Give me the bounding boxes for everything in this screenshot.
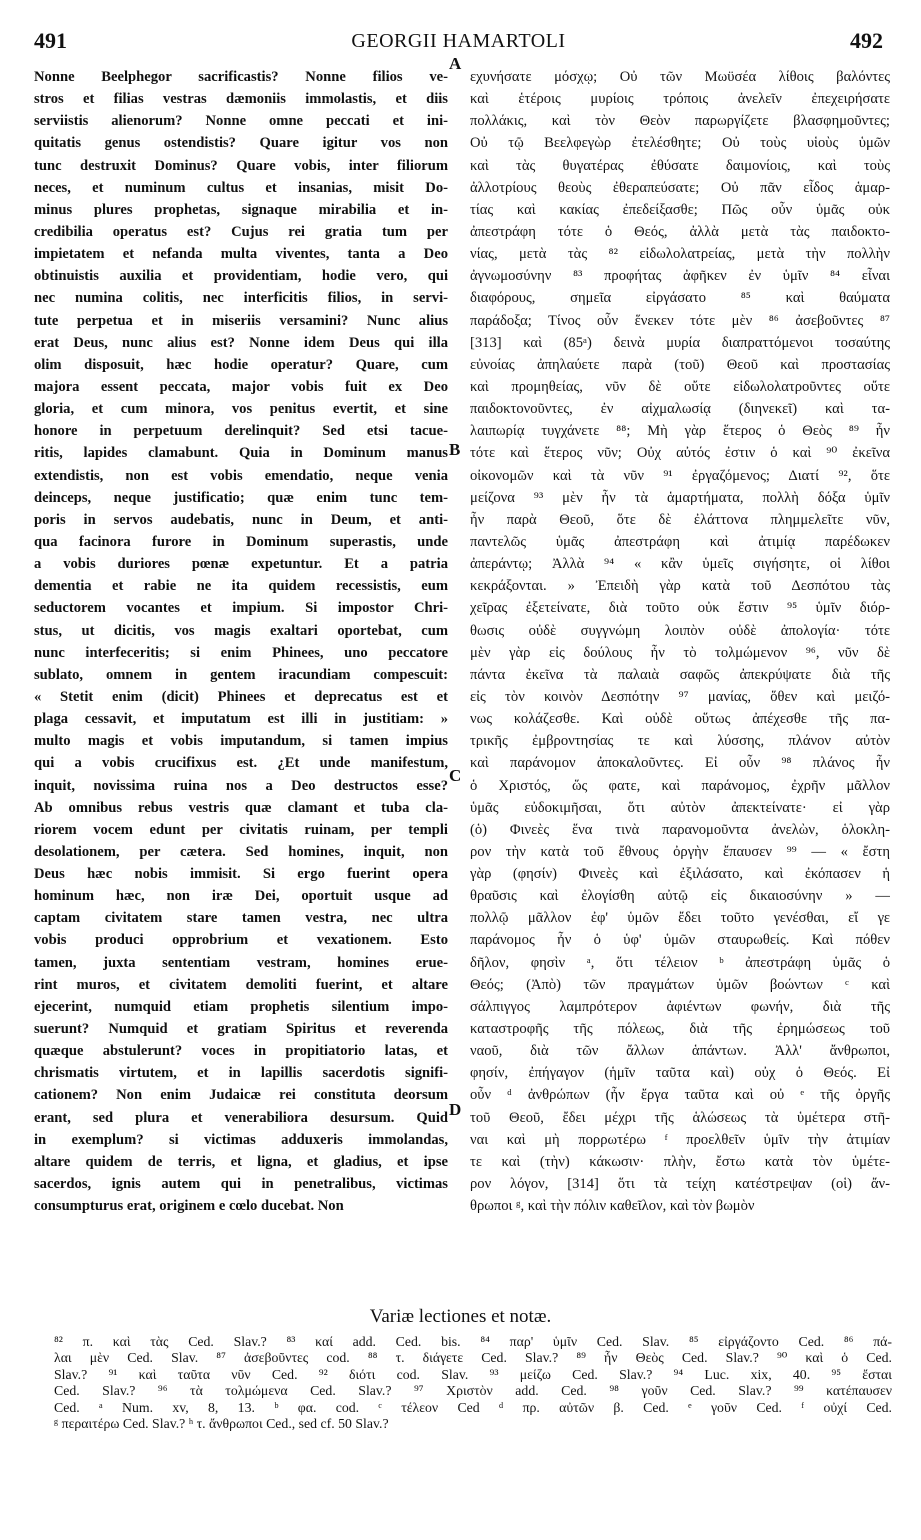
greek-text-line: (ὁ) Φινεὲς ἕνα τινὰ παρανομοῦντα ἀνελὼν, ὁλοκλη- — [470, 821, 890, 838]
greek-text-line: μείζονα ⁹³ μὲν ἦν τὰ ἁμαρτήματα, πολλὴ δόξα ὑμῖν — [470, 489, 890, 506]
latin-text-line: nec numina colitis, nec interficitis filios, in servi- — [34, 290, 448, 307]
latin-text-line: Deus hæc nobis immisit. Si ergo fuerint opera — [34, 866, 448, 883]
latin-text-line: tunc destruxit Dominus? Quare vobis, inter filiorum — [34, 157, 448, 174]
greek-text-line: οἰκονομῶν καὶ τὰ νῦν ⁹¹ ἐργαζόμενος; Διατί ⁹², ὅτε — [470, 467, 890, 484]
latin-text-line: captam civitatem stare tamen vestra, nec ultra — [34, 910, 448, 927]
latin-text-line: plaga cessavit, et imputatum est illi in justitiam: » — [34, 711, 448, 728]
greek-text-line: ναι καὶ μὴ πορρωτέρω ᶠ προελθεῖν ὑμῖν τὴν ἀτιμίαν — [470, 1131, 890, 1148]
latin-text-line: ejecerint, numquid etiam prophetis silentium impo- — [34, 998, 448, 1015]
greek-text-line: Θεός; (Ἀπὸ) τῶν πραγμάτων ὑμῶν βοώντων ᶜ καὶ — [470, 976, 890, 993]
greek-text-line: νως κολάζεσθε. Καὶ οὐδὲ οὕτως ἀπέχεσθε τῆς πα- — [470, 711, 890, 728]
greek-text-line: εἰς τὸν κοινὸν Δεσπότην ⁹⁷ μανίας, ὅθεν καὶ μειζό- — [470, 688, 890, 705]
latin-text-line: chrismatis virtutem, et in lapillis sacerdotis signifi- — [34, 1065, 448, 1082]
column-marker-a: A — [449, 54, 462, 73]
latin-text-line: nunc interfeceritis; si enim Phinees, uno peccatore — [34, 644, 448, 661]
latin-text-line: sacerdos, ignis autem qui in penetralibus, victimas — [34, 1176, 448, 1193]
greek-text-line: εὐνοίας ἀπηλαύετε παρὰ (τοῦ) Θεοῦ καὶ προστασίας — [470, 356, 890, 373]
note-line: Ced. Slav.? ⁹⁶ τὰ τολμώμενα Ced. Slav.? ⁹⁷ Χριστὸν add. Ced. ⁹⁸ γοῦν Ced. Slav.? ⁹⁹ κατέπαυσεν — [54, 1383, 892, 1399]
greek-text-line: τρικῆς ἐμβροντησίας τε καὶ λύσσης, πλάνον αὐτὸν — [470, 733, 890, 750]
column-marker-d: D — [449, 1100, 462, 1119]
latin-text-line: serviistis alienorum? Nonne omne peccati et ini- — [34, 113, 448, 130]
latin-text-line: in exemplum? si victimas adduxeris immolandas, — [34, 1131, 448, 1148]
latin-text-line: a vobis duriores pœnæ expetuntur. Et a patria — [34, 556, 448, 573]
greek-text-line: ἀγνωμοσύνην ⁸³ προφήτας ἀφῆκεν ἐν ὑμῖν ⁸⁴ εἶναι — [470, 268, 890, 285]
notes-title: Variæ lectiones et notæ. — [369, 1306, 552, 1327]
greek-text-line: τίας καὶ κακίας ἐπεδείξασθε; Πῶς οὖν ὑμᾶς οὐκ — [470, 201, 890, 218]
latin-text-line: neces, et numinum cultus et insanias, misit Do- — [34, 179, 448, 196]
greek-text-line: σάλπιγγος λαμπρότερον ἀφιέντων φωνήν, διὰ τῆς — [470, 998, 890, 1015]
greek-text-line: τότε καὶ ἕτερος νῦν; Οὐχ αὐτός ἐστιν ὁ καὶ ⁹⁰ ἐκεῖνα — [470, 445, 890, 462]
note-line: λαι μὲν Ced. Slav. ⁸⁷ ἀσεβοῦντες cod. ⁸⁸ τ. διάγετε Ced. Slav.? ⁸⁹ ἦν Θεὸς Ced. Slav.? ⁹⁰ καὶ ὁ Ced. — [54, 1350, 892, 1366]
latin-text-line: rint muros, et civitatem demoliti fuerint, et altare — [34, 976, 448, 993]
greek-text-line: νίας, μετὰ τὰς ⁸² εἰδωλολατρείας, μετὰ τὴν πολλὴν — [470, 246, 890, 263]
latin-text-line: vobis produci opprobrium et vexationem. Esto — [34, 932, 448, 949]
greek-text-line: δῆλον, φησὶν ᵃ, ὅτι τέλειον ᵇ ἀπεστράφη ὑμᾶς ὁ — [470, 954, 890, 971]
note-line: ⁸² π. καὶ τὰς Ced. Slav.? ⁸³ καί add. Ced. bis. ⁸⁴ παρ' ὑμῖν Ced. Slav. ⁸⁵ εἰργάζοντο Ced. ⁸⁶ πά- — [54, 1334, 892, 1349]
greek-text-line: ἀπεράντῳ; Ἀλλὰ ⁹⁴ « κἂν ὑμεῖς σιγήσητε, οἱ λίθοι — [470, 556, 890, 573]
greek-text-line: ρον λόγον, [314] ὅτι τὰ τείχη κατέστρεψαν (οἱ) ἄν- — [470, 1176, 890, 1193]
latin-text-line: erat Deus, nunc alius est? Nonne idem Deus qui illa — [34, 334, 448, 351]
latin-text-line: ritis, lapides clamabunt. Quia in Dominum manus — [34, 445, 448, 462]
greek-text-line: ἀλλοτρίους θεοὺς ἐθεραπεύσατε; Οὐ πᾶν εἶδος ἁμαρ- — [470, 179, 890, 196]
greek-text-line: καὶ παράνομον ἀποκαλοῦντες. Εἰ οὖν ⁹⁸ πλάνος ἦν — [470, 755, 890, 772]
variant-notes — [54, 1334, 892, 1432]
latin-text-line: sublato, omnem in gentem iracundiam compescuit: — [34, 666, 448, 683]
greek-text-line: θραῦσις καὶ ἐλογίσθη αὐτῷ εἰς δικαιοσύνην » — — [470, 888, 890, 905]
latin-text-line: Ab omnibus rebus vestris quæ clamant et tuba cla- — [34, 799, 448, 816]
greek-text-line: μὲν γὰρ εἰς δούλους ἦν τὸ τολμώμενον ⁹⁶, νῦν δὲ — [470, 644, 890, 661]
greek-text-line: παράδοξα; Τίνος οὖν ἕνεκεν τότε μὲν ⁸⁶ ἀσεβοῦντες ⁸⁷ — [470, 312, 890, 329]
greek-text-line: εχυνήσατε μόσχῳ; Οὐ τῶν Μωϋσέα λίθοις βαλόντες — [470, 69, 890, 85]
page-number-right: 492 — [850, 28, 883, 53]
latin-column — [34, 66, 448, 1217]
greek-text-line: τοῦ Θεοῦ, ἔδει μέχρι τῆς ἁλώσεως τὰ ὑμέτερα στῆ- — [470, 1109, 890, 1126]
greek-text-line: καταστροφῆς τῆς πόλεως, διὰ τῆς ἐρημώσεως τοῦ — [470, 1021, 890, 1038]
latin-text-line: extendistis, non est vobis emendatio, neque venia — [34, 467, 448, 484]
latin-text-line: majora essent peccata, major vobis fuit ex Deo — [34, 378, 448, 395]
latin-text-line: inquit, novissima ruina nos a Deo destructos esse? — [34, 777, 448, 794]
greek-text-line: φησίν, ἐπήγαγον (ἡμῖν ταῦτα καὶ) οὐχ ὁ Θεός. Εἰ — [470, 1065, 890, 1082]
latin-text-line: desolationem, per cætera. Sed homines, inquit, non — [34, 843, 448, 860]
latin-text-line: qui a vobis crucifixus est. ¿Et unde manifestum, — [34, 755, 448, 772]
greek-column — [470, 66, 890, 1217]
latin-text-line: impietatem et nefanda multa viventes, tanta a Deo — [34, 246, 448, 263]
greek-text-line: παιδοκτονοῦντες, ἐν αἰχμαλωσίᾳ (διηνεκεῖ) καὶ τα- — [470, 401, 890, 418]
latin-text-line: consumpturus erat, originem e cœlo ducebat. Non — [34, 1198, 344, 1215]
latin-text-line: olim disposuit, hæc hodie operatur? Quare, cum — [34, 356, 448, 373]
greek-text-line: θρωποι ᵍ, καὶ τὴν πόλιν καθεῖλον, καὶ τὸν βωμὸν — [470, 1198, 755, 1215]
latin-text-line: multo magis et vobis imputandum, si tamen impius — [34, 733, 448, 750]
latin-text-line: dementia et rabie ne ita quidem recessistis, eum — [34, 578, 448, 595]
page-number-left: 491 — [34, 28, 67, 53]
latin-text-line: stus, ut dicitis, vos magis exaltari oportebat, cum — [34, 622, 448, 639]
latin-text-line: quitatis genus ostendistis? Quare igitur vos non — [34, 135, 448, 152]
greek-text-line: διαφόρους, σημεῖα εἰργάσατο ⁸⁵ καὶ θαύματα — [470, 290, 890, 307]
greek-text-line: πάντα ἐκεῖνα τὰ παλαιὰ σαφῶς ἀπεκρύψατε διὰ τῆς — [470, 666, 890, 683]
note-line: ᵍ περαιτέρω Ced. Slav.? ʰ τ. ἄνθρωποι Ced., sed cf. 50 Slav.? — [54, 1415, 389, 1431]
greek-text-line: χεῖρας ἐξετείνατε, διὰ τοῦτο οὐκ ἔστιν ⁹⁵ ὑμῖν διόρ- — [470, 600, 890, 617]
greek-text-line: [313] καὶ (85ᵃ) δεινὰ μυρία διαπραττόμενοι τοσαύτης — [470, 334, 890, 351]
running-title: GEORGII HAMARTOLI — [351, 30, 566, 52]
greek-text-line: παντελῶς ὑμᾶς ἀπεστράφη καὶ ἀτιμίᾳ παρέδωκεν — [470, 533, 890, 550]
latin-text-line: obtinuistis auxilia et providentiam, hodie vero, qui — [34, 268, 448, 285]
note-line: Ced. ᵃ Num. xv, 8, 13. ᵇ φα. cod. ᶜ τέλεον Ced ᵈ πρ. αὐτῶν β. Ced. ᵉ γοῦν Ced. ᶠ οὐχί Ced. — [54, 1399, 892, 1415]
column-marker-c: C — [449, 766, 462, 785]
greek-text-line: ρον τὴν κατὰ τοῦ ἔθνους ὀργὴν ἔπαυσεν ⁹⁹ — « ἔστη — [470, 843, 890, 860]
greek-text-line: λαιπωρίᾳ τυγχάνετε ⁸⁸; Μὴ γὰρ ἕτερος ὁ Θεὸς ⁸⁹ ἦν — [470, 423, 890, 440]
latin-text-line: poris in servos audebatis, nunc in Deum, et anti- — [34, 511, 448, 528]
latin-text-line: hominum hæc, non iræ Dei, oportuit usque ad — [34, 888, 448, 905]
greek-text-line: γὰρ (φησίν) Φινεὲς καὶ ἐξιλάσατο, καὶ ἐκόπασεν ἡ — [470, 866, 890, 883]
latin-text-line: « Stetit enim (dicit) Phinees et deprecatus est et — [34, 688, 448, 705]
latin-text-line: stros et filias vestras dæmoniis immolastis, et diis — [34, 91, 448, 108]
latin-text-line: honore in perpetuum derelinquit? Sed etsi tacue- — [34, 423, 448, 440]
latin-text-line: tute perpetua et in miseriis versamini? Nunc alius — [34, 312, 448, 329]
greek-text-line: καὶ προμηθείας, νῦν δὲ οὔτε εἰδωλολατροῦντες οὔτε — [470, 378, 890, 395]
note-line: Slav.? ⁹¹ καὶ ταῦτα νῦν Ced. ⁹² διότι cod. Slav. ⁹³ μείζω Ced. Slav.? ⁹⁴ Luc. xix, 40. ⁹⁵ ἔσται — [54, 1366, 892, 1382]
latin-text-line: altare quidem de terris, et ligna, et gladius, et ipse — [34, 1153, 448, 1170]
latin-text-line: minus plures prophetas, signaque mirabilia et in- — [34, 201, 448, 218]
greek-text-line: θωσις οὐδὲ συγγνώμη λοιπὸν οὐδὲ ἀπολογία· τότε — [470, 622, 890, 639]
greek-text-line: ὑμᾶς εὐδοκιμῆσαι, ὅτι αὐτὸν ἀπεκτείνατε· εἰ γὰρ — [470, 799, 890, 816]
greek-text-line: παράνομος ἦν ὁ ὑφ' ὑμῶν σταυρωθείς. Καὶ πόθεν — [470, 932, 890, 949]
greek-text-line: ὁ Χριστός, ὥς φατε, καὶ παράνομος, ἐχρῆν μᾶλλον — [470, 777, 890, 794]
greek-text-line: ναοῦ, διὰ τῶν ἄλλων ἁπάντων. Ἀλλ' ἄνθρωποι, — [470, 1043, 890, 1060]
latin-text-line: erant, sed plura et venerabiliora desursum. Quid — [34, 1109, 448, 1126]
latin-text-line: credibilia operatus est? Cujus rei gratia tum per — [34, 223, 448, 240]
latin-text-line: quæque abstulerunt? voces in propitiatorio latas, et — [34, 1043, 448, 1060]
greek-text-line: καὶ τὰς θυγατέρας ἐθύσατε δαιμονίοις, καὶ τοὺς — [470, 157, 890, 174]
latin-text-line: seductorem vocantes et impium. Si impostor Chri- — [34, 600, 448, 617]
greek-text-line: Οὐ τῷ Βεελφεγὼρ ἐτελέσθητε; Οὐ τοὺς υἱοὺς ὑμῶν — [470, 135, 890, 152]
column-marker-b: B — [449, 440, 461, 459]
latin-text-line: tamen, juxta sententiam vestram, homines erue- — [34, 954, 448, 971]
greek-text-line: οὖν ᵈ ἀνθρώπων (ἦν ἔργα ταῦτα καὶ οὐ ᵉ τῆς ὀργῆς — [470, 1087, 890, 1104]
latin-text-line: cationem? Non enim Judaicæ rei constituta deorsum — [34, 1087, 448, 1104]
greek-text-line: πολλάκις, καὶ τὸν Θεὸν παρωργίζετε βλασφημοῦντες; — [470, 113, 890, 130]
greek-text-line: ἦν παρὰ Θεοῦ, ὅτε δὲ ἐλάττονα πλημμελεῖτε νῦν, — [470, 511, 890, 528]
latin-text-line: Nonne Beelphegor sacrificastis? Nonne filios ve- — [34, 69, 448, 85]
greek-text-line: πολλῷ μᾶλλον ἐφ' ὑμῶν ἔδει τοῦτο γενέσθαι, εἴ γε — [470, 910, 890, 927]
latin-text-line: suerunt? Numquid et gratiam Spiritus et reverenda — [34, 1021, 448, 1038]
greek-text-line: τε καὶ (τὴν) κάκωσιν· πλὴν, ἔστω κατὰ τὸν ὑμέτε- — [470, 1153, 890, 1170]
greek-text-line: κεκράξονται. » Ἐπειδὴ γὰρ κατὰ τοῦ Δεσπότου τὰς — [470, 578, 890, 595]
latin-text-line: gloria, et cum minora, vos penitus evertit, et sine — [34, 401, 448, 418]
latin-text-line: deinceps, neque justificatio; quæ enim tunc tem- — [34, 489, 448, 506]
latin-text-line: qua facinora furore in Dominum superastis, unde — [34, 533, 448, 550]
greek-text-line: ἀπεστράφη τότε ὁ Θεός, ἀλλὰ μετὰ τὰς παιδοκτο- — [470, 223, 890, 240]
latin-text-line: riorem vocem edunt per civitatis ruinam, per templi — [34, 821, 448, 838]
greek-text-line: καὶ ἑτέροις μυρίοις τρόποις ἀνελεῖν ἐπεχειρήσατε — [470, 91, 890, 108]
